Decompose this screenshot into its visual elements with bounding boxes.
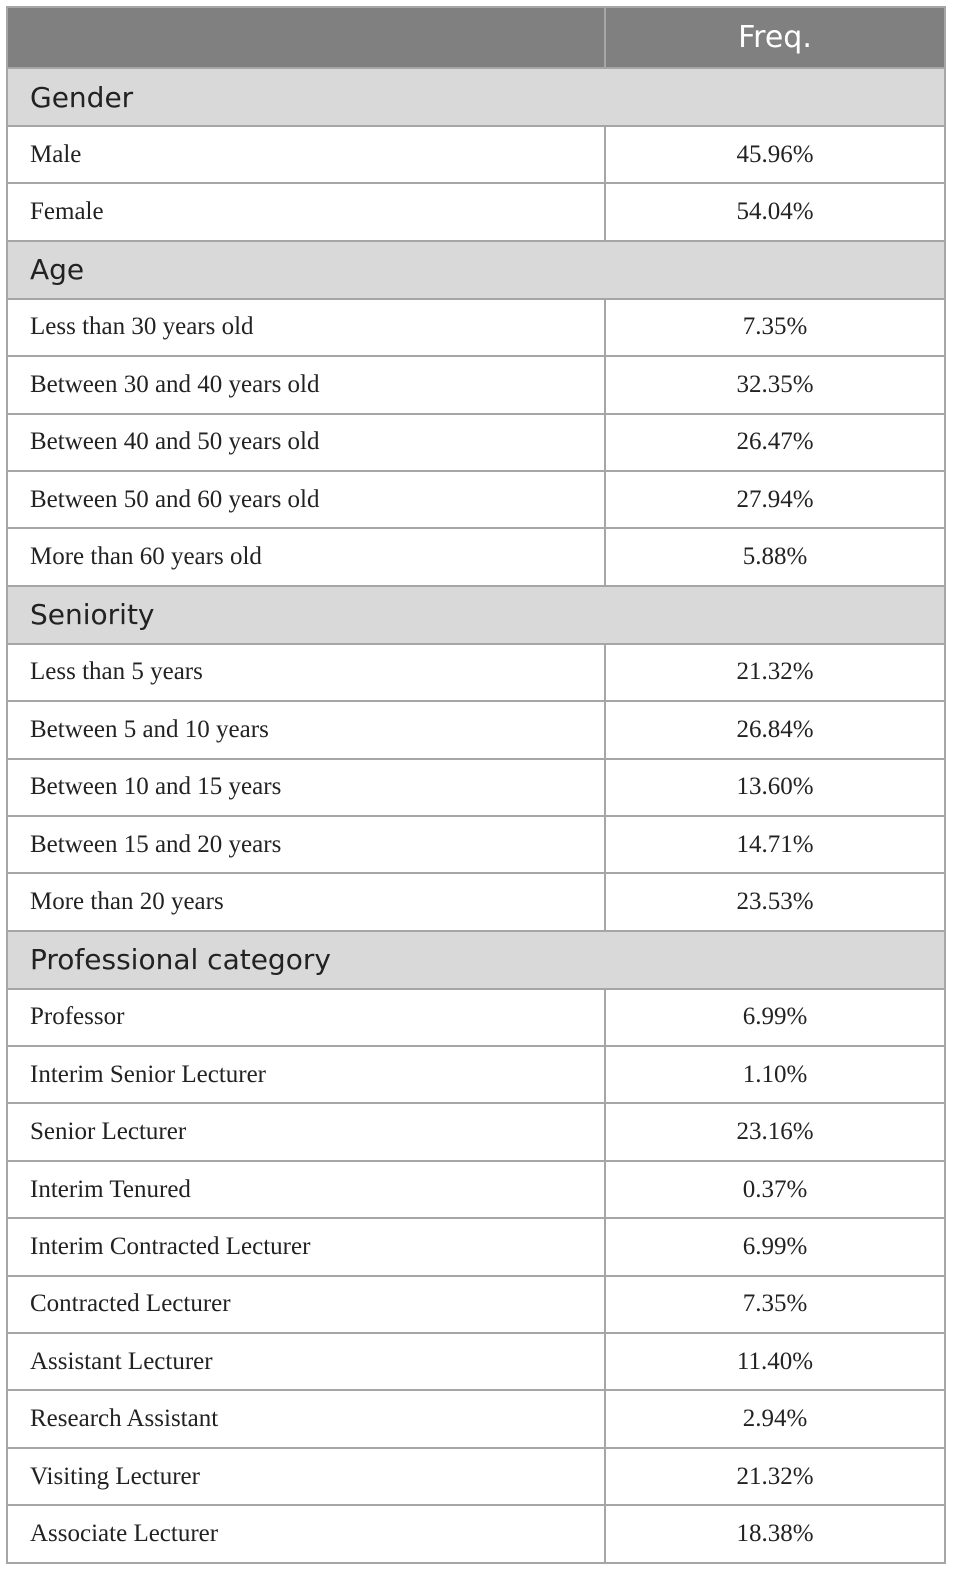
table-row <box>7 1390 945 1447</box>
section-header-row <box>7 931 945 989</box>
section-title: Professional category <box>7 931 945 989</box>
section-header-row <box>7 586 945 644</box>
row-frequency-value: 23.16% <box>605 1103 945 1160</box>
table-row <box>7 759 945 816</box>
table-row <box>7 1046 945 1103</box>
section-title: Seniority <box>7 586 945 644</box>
section-header-row <box>7 241 945 299</box>
table-row <box>7 873 945 930</box>
frequency-table <box>6 6 946 1564</box>
table-row <box>7 1103 945 1160</box>
row-frequency-value: 5.88% <box>605 528 945 585</box>
table-row <box>7 299 945 356</box>
table-row <box>7 126 945 183</box>
table-row <box>7 1218 945 1275</box>
table-row <box>7 644 945 701</box>
row-label: More than 60 years old <box>7 528 605 585</box>
table-body <box>7 68 945 1563</box>
row-frequency-value: 6.99% <box>605 1218 945 1275</box>
row-label: Between 5 and 10 years <box>7 701 605 758</box>
row-frequency-value: 27.94% <box>605 471 945 528</box>
row-frequency-value: 45.96% <box>605 126 945 183</box>
row-frequency-value: 21.32% <box>605 1448 945 1505</box>
row-label: Interim Contracted Lecturer <box>7 1218 605 1275</box>
row-frequency-value: 18.38% <box>605 1505 945 1562</box>
table-header-row <box>7 7 945 68</box>
row-frequency-value: 1.10% <box>605 1046 945 1103</box>
header-freq-cell: Freq. <box>605 7 945 68</box>
table-row <box>7 989 945 1046</box>
row-label: Professor <box>7 989 605 1046</box>
row-label: Between 10 and 15 years <box>7 759 605 816</box>
row-label: Less than 5 years <box>7 644 605 701</box>
section-header-row <box>7 68 945 126</box>
row-frequency-value: 54.04% <box>605 183 945 240</box>
row-label: Female <box>7 183 605 240</box>
row-label: Senior Lecturer <box>7 1103 605 1160</box>
row-label: Interim Tenured <box>7 1161 605 1218</box>
table-row <box>7 1161 945 1218</box>
row-label: Less than 30 years old <box>7 299 605 356</box>
row-label: Associate Lecturer <box>7 1505 605 1562</box>
table-row <box>7 816 945 873</box>
table-row <box>7 471 945 528</box>
row-frequency-value: 0.37% <box>605 1161 945 1218</box>
table-row <box>7 1505 945 1562</box>
table-row <box>7 1276 945 1333</box>
row-label: Research Assistant <box>7 1390 605 1447</box>
row-frequency-value: 14.71% <box>605 816 945 873</box>
table-row <box>7 701 945 758</box>
row-frequency-value: 23.53% <box>605 873 945 930</box>
table-row <box>7 414 945 471</box>
header-blank-cell <box>7 7 605 68</box>
table-row <box>7 528 945 585</box>
row-frequency-value: 26.84% <box>605 701 945 758</box>
section-title: Age <box>7 241 945 299</box>
table-row <box>7 183 945 240</box>
row-frequency-value: 11.40% <box>605 1333 945 1390</box>
table-row <box>7 1333 945 1390</box>
row-label: Interim Senior Lecturer <box>7 1046 605 1103</box>
row-label: Between 50 and 60 years old <box>7 471 605 528</box>
table-row <box>7 356 945 413</box>
frequency-table-container <box>6 6 944 1564</box>
row-label: Contracted Lecturer <box>7 1276 605 1333</box>
row-frequency-value: 13.60% <box>605 759 945 816</box>
row-frequency-value: 21.32% <box>605 644 945 701</box>
row-label: Between 15 and 20 years <box>7 816 605 873</box>
row-label: More than 20 years <box>7 873 605 930</box>
row-label: Assistant Lecturer <box>7 1333 605 1390</box>
table-row <box>7 1448 945 1505</box>
row-label: Visiting Lecturer <box>7 1448 605 1505</box>
section-title: Gender <box>7 68 945 126</box>
row-frequency-value: 32.35% <box>605 356 945 413</box>
row-frequency-value: 26.47% <box>605 414 945 471</box>
row-frequency-value: 7.35% <box>605 299 945 356</box>
row-frequency-value: 7.35% <box>605 1276 945 1333</box>
row-frequency-value: 2.94% <box>605 1390 945 1447</box>
row-label: Male <box>7 126 605 183</box>
row-label: Between 40 and 50 years old <box>7 414 605 471</box>
row-frequency-value: 6.99% <box>605 989 945 1046</box>
row-label: Between 30 and 40 years old <box>7 356 605 413</box>
